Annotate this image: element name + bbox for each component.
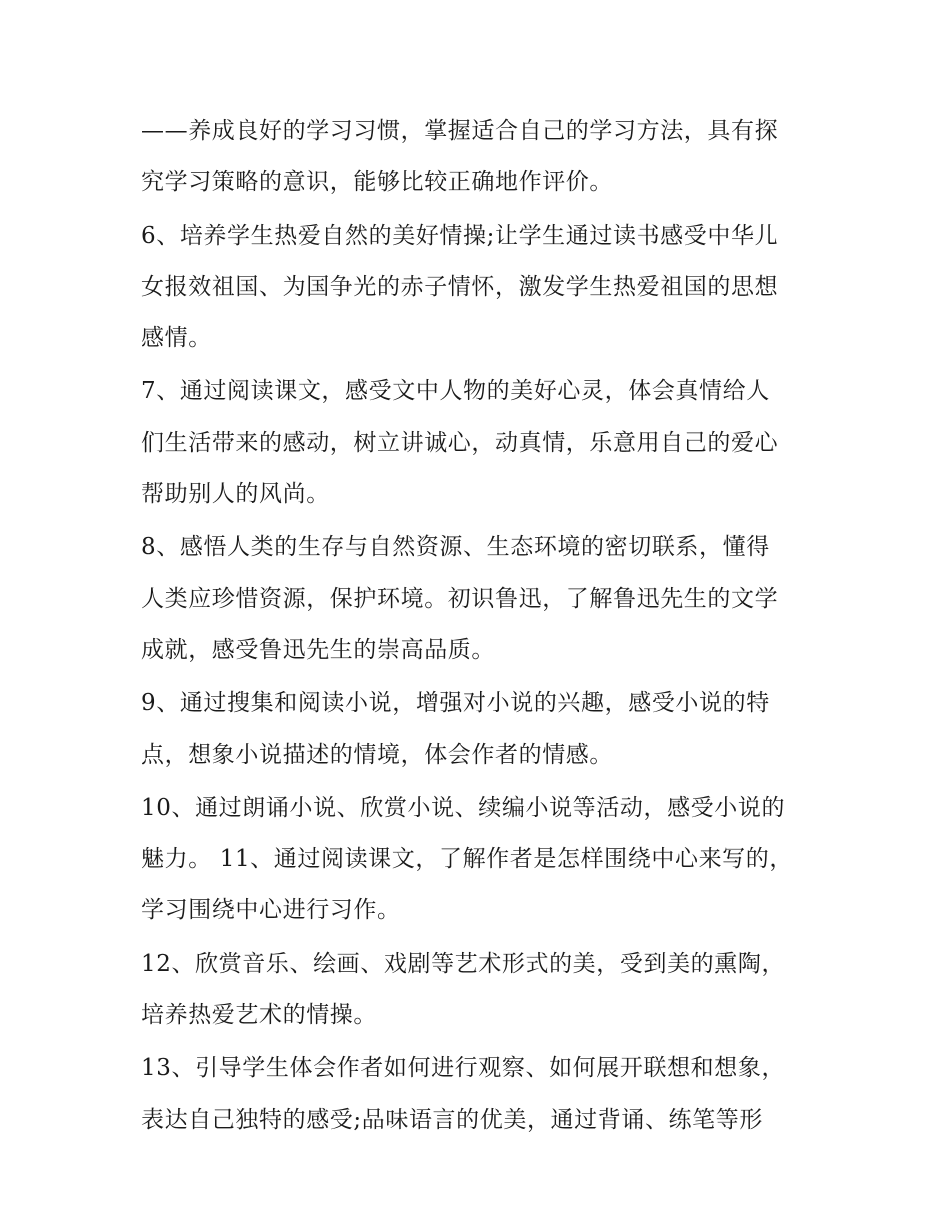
text-line: 人类应珍惜资源，保护环境。初识鲁迅，了解鲁迅先生的文学 [141, 585, 779, 612]
text-line: 学习围绕中心进行习作。 [141, 897, 401, 924]
paragraph-item-13 [141, 1043, 821, 1146]
text-line: 9、通过搜集和阅读小说，增强对小说的兴趣，感受小说的特 [141, 690, 770, 717]
text-line: 13、引导学生体会作者如何进行观察、如何展开联想和想象， [141, 1055, 786, 1082]
document-body [141, 106, 821, 1148]
paragraph-item-7 [141, 366, 821, 520]
paragraph-learning-habits [141, 106, 821, 209]
text-line: 女报效祖国、为国争光的赤子情怀，激发学生热爱祖国的思想 [141, 273, 779, 300]
text-line: 6、培养学生热爱自然的美好情操;让学生通过读书感受中华儿 [141, 222, 779, 249]
text-line: 培养热爱艺术的情操。 [141, 1002, 377, 1029]
text-line: 表达自己独特的感受;品味语言的优美，通过背诵、练笔等形 [141, 1106, 763, 1133]
paragraph-item-10-11 [141, 783, 821, 937]
paragraph-item-8 [141, 522, 821, 676]
text-line: 成就，感受鲁迅先生的崇高品质。 [141, 636, 495, 663]
text-line: ——养成良好的学习习惯，掌握适合自己的学习方法，具有探 [141, 118, 779, 144]
text-line: 们生活带来的感动，树立讲诚心，动真情，乐意用自己的爱心 [141, 429, 779, 456]
paragraph-item-6 [141, 211, 821, 365]
text-line: 点，想象小说描述的情境，体会作者的情感。 [141, 741, 613, 768]
text-line: 7、通过阅读课文，感受文中人物的美好心灵，体会真情给人 [141, 378, 770, 405]
paragraph-item-9 [141, 678, 821, 781]
text-line: 感情。 [141, 325, 212, 352]
text-line: 帮助别人的风尚。 [141, 481, 330, 508]
paragraph-item-12 [141, 939, 821, 1042]
text-line: 10、通过朗诵小说、欣赏小说、续编小说等活动，感受小说的 [141, 794, 786, 821]
text-line: 魅力。 11、通过阅读课文，了解作者是怎样围绕中心来写的， [141, 846, 793, 873]
text-line: 12、欣赏音乐、绘画、戏剧等艺术形式的美，受到美的熏陶， [141, 950, 786, 977]
text-line: 8、感悟人类的生存与自然资源、生态环境的密切联系，懂得 [141, 534, 770, 561]
text-line: 究学习策略的意识，能够比较正确地作评价。 [141, 169, 613, 196]
